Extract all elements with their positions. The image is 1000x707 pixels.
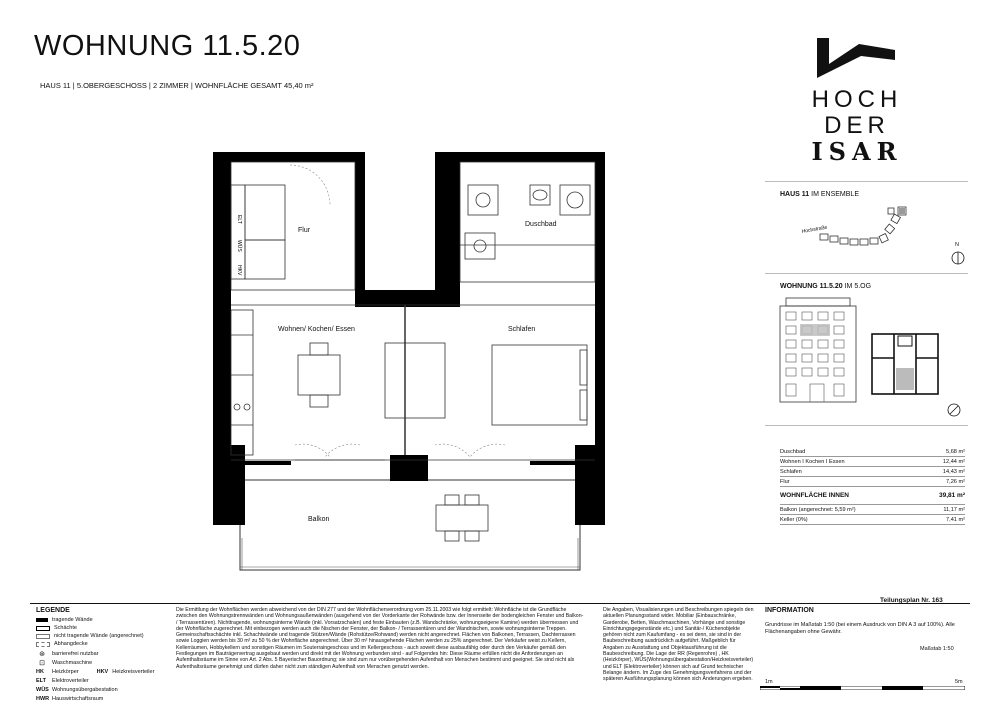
logo-mark [815, 36, 899, 80]
ensemble-site-plan [800, 198, 930, 258]
balcony-outline [240, 480, 580, 570]
area-row: Flur 7,26 m² [780, 478, 965, 485]
legend-item: ⊡ Waschmaschine [36, 659, 92, 667]
footer-rule [30, 603, 970, 604]
logo-line-1: HOCH [811, 86, 903, 113]
legend-abbr: WÜS Wohnungsübergabestation [36, 687, 118, 693]
elt-label: ELT [236, 215, 242, 224]
info-title: INFORMATION [765, 607, 814, 614]
logo-line-3: ISAR [811, 137, 903, 166]
area-row: Duschbad 5,68 m² [780, 448, 965, 455]
page-subtitle: HAUS 11 | 5.OBERGESCHOSS | 2 ZIMMER | WOHNFLÄCHE GESAMT 45,40 m² [40, 81, 314, 90]
floor-plan [200, 145, 620, 585]
room-label-flur: Flur [298, 227, 311, 234]
street-label: Hochstraße [801, 224, 828, 235]
room-label-duschbad: Duschbad [525, 221, 557, 228]
legend-abbr: HWR Hauswirtschaftsraum [36, 696, 104, 702]
divider [765, 273, 968, 274]
legend-item: Schächte [36, 625, 77, 631]
wheelchair-icon: ⊛ [39, 651, 45, 658]
north-arrow-small-icon [946, 400, 964, 418]
legend-abbr: ELT Elektroverteiler [36, 678, 89, 684]
legend-item: ⊛ barrierefrei nutzbar [36, 650, 98, 658]
extra-area-row: Keller (0%) 7,41 m² [780, 516, 965, 523]
disclaimer-text-1: Die Ermittlung der Wohnflächen werden abweichend von der DIN 277 und der Wohnflächenverordnung vom 25.11.2003 wie folgt ermittelt: Wohnfläche ist die Grundfläche zwischen den Wohnungstrennwänden und Wohnungsaußenwänden (ausgehend von der Vorderkante der Rohwände bzw. der Innenseite der bodengleichen Fenster und Balkon- / Terrassentüren). Nichttragende, wohnungsinterne Wände (inkl. Vorsatzschalen) und feste Einbauten (z.B. Wandschränke, wohnungseigene Kamine) werden übermessen und der Wohnfläche zugerechnet. Mit einbezogen werden auch die Nischen der Fenster, der Balkon- / Terrassentüren und der Wandnischen, sowie wohnungsinterne Treppen. Gemeinschaftsschächte inkl. Schachtwände und tragende Stützen/Wände (Rohstütze/Rohwand) werden nicht angerechnet. Flächen von Balkonen, Terrassen, Dachterrassen sowie Loggien werden bis 30 m² zu 50 % der Wohnfläche angerechnet. Über 30 m² hinausgehende Flächen werden zu 25% angerechnet. Der Verkäufer weist zu Kellern, Kellerräumen, Hobbykellern und sonstigen Räumen im Souterraingeschoss und im Kellergeschoss - auch soweit diese ausbaufähig oder durch den Verkäufer gemäß den Festlegungen im Bauträgervertrag ausgebaut werden und direkt mit der Wohnung verbunden sind - auf Folgendes hin: Diese Räume erfüllen nicht die Anforderungen an Aufenthaltsräume im Sinne von Art. 2 Abs. 5 Bayerischer Bauordnung; sie sind zum nur vorübergehenden Aufenthalt von Menschen bestimmt und geeignet. Sie sind nicht als Aufenthaltsräume genehmigt und dürfen daher nicht zum ständigen Aufenthalt von Menschen genutzt werden. [176, 607, 584, 670]
washing-machine-icon: ⊡ [39, 660, 45, 667]
legend-title: LEGENDE [36, 607, 70, 614]
load-bearing-walls [213, 152, 605, 525]
area-row: Wohnen I Kochen I Essen 12,44 m² [780, 458, 965, 465]
room-label-balkon: Balkon [308, 516, 330, 523]
floor-key-plan [868, 328, 942, 404]
unit-location-heading: WOHNUNG 11.5.20 IM 5.OG [780, 283, 872, 290]
room-label-schlafen: Schlafen [508, 326, 536, 333]
extra-area-row: Balkon (angerechnet: 5,59 m²) 11,17 m² [780, 506, 965, 513]
legend-item: nicht tragende Wände (angerechnet) [36, 633, 144, 639]
disclaimer-text-2: Die Angaben, Visualisierungen und Beschreibungen spiegeln den aktuellen Planungsstand wider. Mobiliar (Einbauschränke, Garderobe, Betten, Waschmaschinen, Vorhänge und sonstige Einrichtungsgegenstände etc.) und Sanitär-/ Küchenobjekte gehören nicht zum Kaufumfang - es sei denn, sie sind in der Baubeschreibung ausdrücklich aufgeführt. Maßgeblich für Angaben zu Ausstattung und Objektausführung ist die Baubeschreibung. Die Lage der RR (Regenrohre) , HK (Heizkörper), WÜS(Wohnungsübergabestation/Heizkreisverteiler) und ELT (Elektroverteiler) können sich auf Grund technischer Belange ändern. Im Zuge des Genehmigungsverfahrens und der späteren Ausführungsplanung können sich Änderungen ergeben. [603, 607, 754, 683]
north-label: N [955, 242, 959, 248]
page-title: WOHNUNG 11.5.20 [34, 30, 301, 62]
logo-line-2: DER [824, 112, 890, 139]
total-row: WOHNFLÄCHE INNEN 39,81 m² [780, 487, 965, 505]
divider [765, 425, 968, 426]
plan-number: Teilungsplan Nr. 163 [880, 597, 943, 604]
legend-abbr: HK Heizkörper HKV Heizkreisverteiler [36, 669, 155, 675]
ensemble-heading: HAUS 11 IM ENSEMBLE [780, 191, 859, 198]
area-table [780, 447, 965, 525]
scale-label: Maßstab 1:50 [920, 646, 954, 652]
legend-item: Abhangdecke [36, 641, 88, 647]
wus-label: WÜS [236, 240, 242, 252]
scale-bar [760, 686, 965, 690]
info-text: Grundrisse im Maßstab 1:50 (bei einem Ausdruck von DIN A 3 auf 100%). Alle Flächenangaben ohne Gewähr. [765, 622, 955, 635]
area-row: Schlafen 14,43 m² [780, 468, 965, 475]
facade-elevation [778, 296, 858, 404]
legend-item: tragende Wände [36, 617, 93, 623]
hkv-label: HKV [236, 265, 242, 276]
scale-1m: 1m [765, 679, 773, 685]
scale-5m: 5m [955, 679, 963, 685]
divider [765, 181, 968, 182]
room-label-wohnen: Wohnen/ Kochen/ Essen [278, 326, 355, 333]
balcony-table [436, 505, 488, 531]
